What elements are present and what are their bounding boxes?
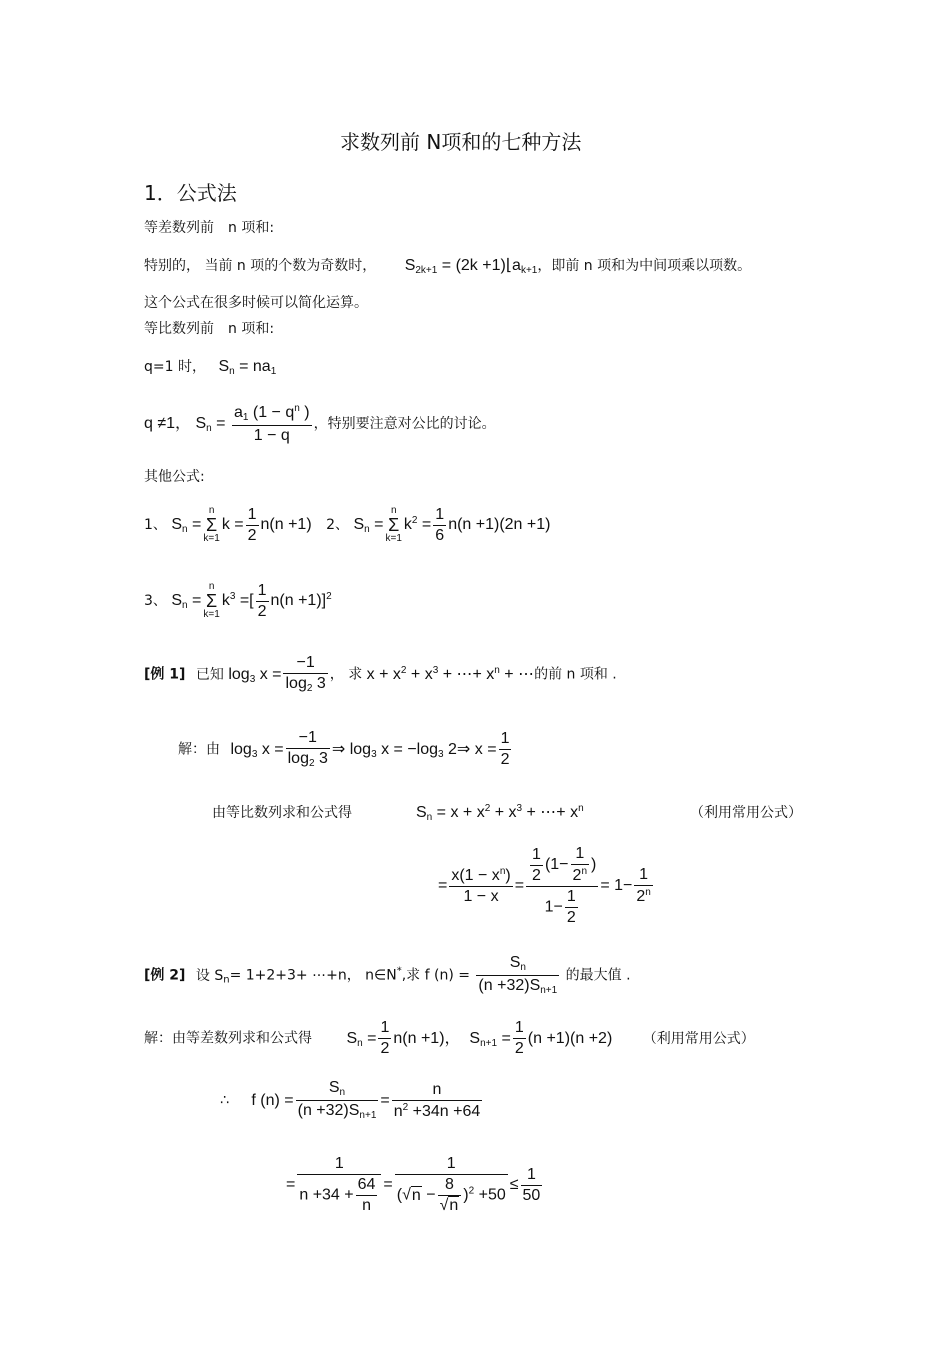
q1-line — [144, 359, 276, 377]
f3-label: 3、 — [144, 593, 167, 610]
sum-k2-formula: $S_n$ = n Σ k=1 $k^2$ = $\frac{1}{6}$ n(n +1)(2n +1) — [353, 505, 551, 544]
q1-label: q=1 时， — [144, 359, 206, 375]
page-title: 求数列前 N项和的七种方法 — [340, 130, 582, 154]
sol1-label: 解：由 — [178, 741, 220, 758]
ex1-condition: $\log_3 x$ = $\frac{-1}{\log_2 3}$ — [228, 654, 326, 694]
sol2-formulas: $S_n$ = $\frac{1}{2}$ n(n +1)， $S_{n+1}$ = $\frac{1}{2}$ (n +1)(n +2) — [346, 1019, 613, 1057]
qne1-line — [144, 404, 496, 444]
sol1-geo-label: 由等比数列求和公式得 — [212, 805, 352, 821]
section-heading: 1．公式法 — [144, 181, 237, 205]
special-line — [144, 258, 751, 276]
sum-k-formula: $S_n$ = n Σ k=1 k = $\frac{1}{2}$ n(n +1) — [171, 505, 312, 544]
f1-label: 1、 — [144, 517, 167, 534]
ex2-text2: = 1+2+3+ ⋯+n， n∈N — [229, 967, 397, 984]
sol2-label: 解：由等差数列求和公式得 — [144, 1030, 312, 1047]
ex1-tag: [例 1] — [144, 666, 186, 683]
sol1-note: （利用常用公式） — [690, 805, 802, 821]
solution-1-line — [178, 730, 513, 769]
arith-intro: 等差数列前 n 项和: — [144, 220, 275, 236]
ex2-text3: ,求 f (n) = — [401, 967, 470, 984]
other-formulas: 其他公式: — [144, 469, 205, 485]
ex2-fraction: $\frac{S_n}{(n +32)S_{n+1}}$ — [478, 954, 558, 996]
ex2-tag: [例 2] — [144, 967, 186, 984]
sol1-result: = $\frac{x(1 - x^n)}{1 - x}$ = $\frac{1}{2}$ (1− $\frac{1}{2^n}$ ) 1− $\frac{1}{2}$ = 1− $\frac{1}{2^n}$ — [438, 845, 651, 926]
ex1-known: 已知 — [195, 666, 224, 683]
example-2: [例 2] 设 $S_n= 1+2+3+$ ⋯+n， n∈N*,求 f (n) = $\frac{S_n}{(n +32)S_{n+1}}$ 的最大值 . — [144, 954, 631, 996]
ex1-tail: 的前 n 项和 . — [534, 666, 617, 683]
formula-row-1 — [144, 506, 550, 544]
ex1-ask: ， 求 — [329, 666, 363, 683]
special-tail: ，即前 n 项和为中间项乘以项数。 — [537, 258, 752, 274]
sol2-step2: = 1 n +34 + $\frac{64}{n}$ = 1 (√n − $\frac{8}{√n}$ )$^2$ +50 ≤ $\frac{1}{50}$ — [286, 1155, 541, 1214]
q1-formula: $S_n = na_1$ — [218, 358, 277, 377]
ex1-series: $x + x^2 + x^3$ + ⋯+ $x^n$ + ⋯ — [366, 664, 535, 683]
sol2-note: （利用常用公式） — [642, 1030, 755, 1047]
ex2-text: 设 S — [195, 967, 224, 984]
ex2-tail: 的最大值 . — [565, 967, 631, 984]
sol1-derivation: $\log_3 x$ = $\frac{-1}{\log_2 3}$ ⇒ $\log_3 x = -\log_3$ 2⇒ x = $\frac{1}{2}$ — [230, 729, 510, 769]
sol2-step1 — [220, 1080, 484, 1121]
sol2-step1-formula: f (n) = $\frac{S_n}{(n +32)S_{n+1}}$ = $\frac{n}{n^2 +34n +64}$ — [251, 1079, 481, 1121]
sol1-sum-formula: $S_n = x + x^2 + x^3$ + ⋯+ $x^n$ — [416, 803, 584, 823]
simplify-note: 这个公式在很多时候可以简化运算。 — [144, 295, 368, 311]
example-1 — [144, 655, 617, 694]
f2-label: 2、 — [326, 517, 350, 534]
formula-row-3 — [144, 582, 332, 620]
solution-2-line — [144, 1020, 755, 1057]
qne1-formula: q ≠1， $S_n$ = $\frac{a_1 (1 - q^n )}{1 - q}$ — [144, 403, 310, 444]
sum-k3-formula: $S_n$ = n Σ k=1 $k^3$ =[ $\frac{1}{2}$ n(n +1)]$^2$ — [171, 581, 332, 620]
qne1-tail: ，特别要注意对公比的讨论。 — [313, 416, 496, 433]
geo-intro: 等比数列前 n 项和: — [144, 321, 275, 337]
odd-sum-formula: $S_{2k+1} = (2k$ $+1)⌊a_{k+1}$ — [404, 257, 538, 276]
therefore-symbol: ∴ — [220, 1092, 229, 1109]
special-text: 特别的， 当前 n 项的个数为奇数时， — [144, 258, 377, 274]
